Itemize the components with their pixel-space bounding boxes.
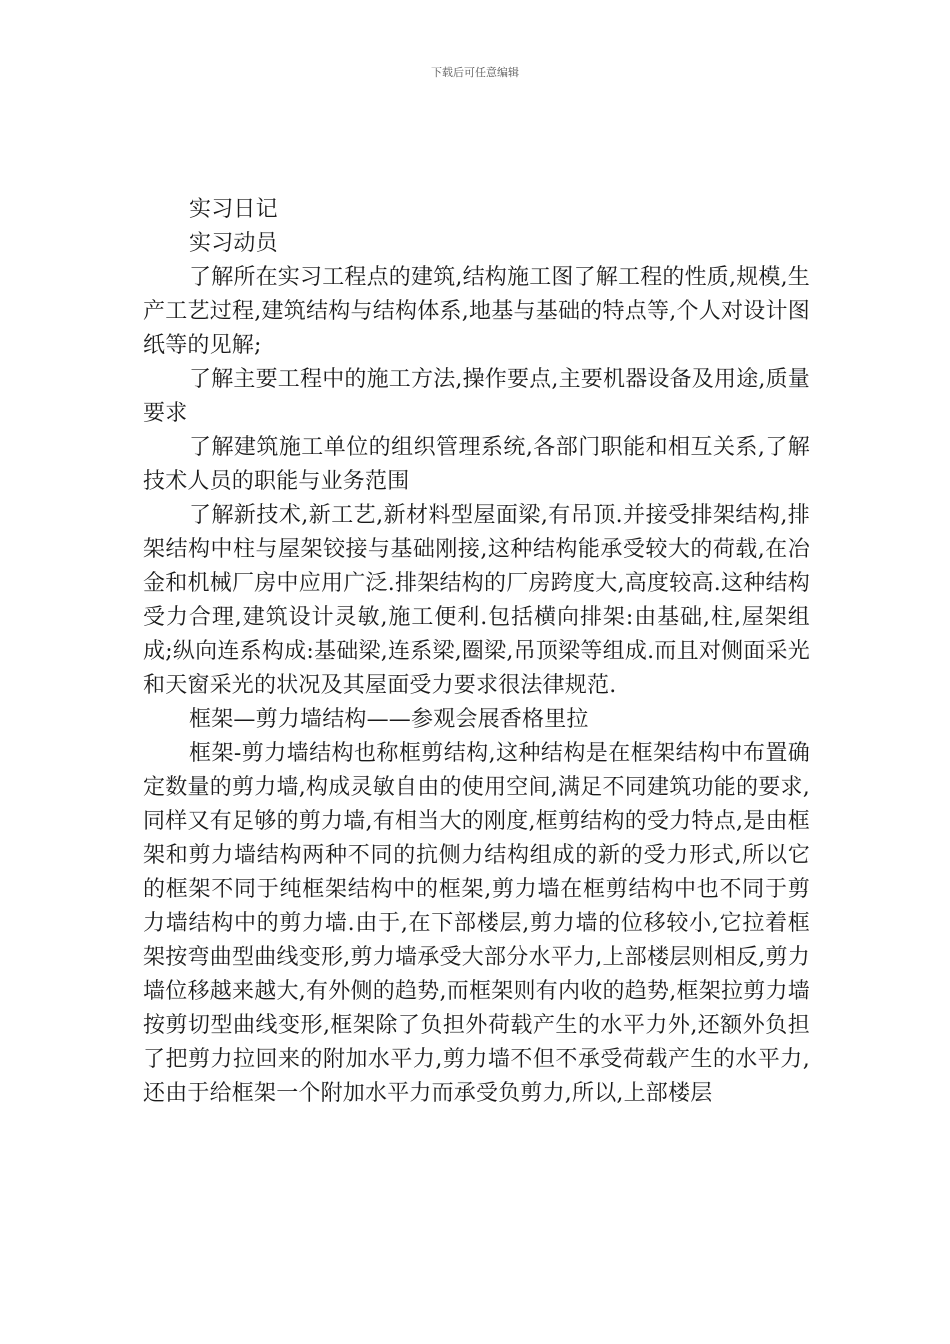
paragraph-frame-shear-wall: 框架-剪力墙结构也称框剪结构,这种结构是在框架结构中布置确定数量的剪力墙,构成灵敏自由的使用空间,满足不同建筑功能的要求,同样又有足够的剪力墙,有相当大的刚度,框剪结构的受力特点,是由框架和剪力墙结构两种不同的抗侧力结构组成的新的受力形式,所以它的框架不同于纯框架结构中的框架,剪力墙在框剪结构中也不同于剪力墙结构中的剪力墙.由于,在下部楼层,剪力墙的位移较小,它拉着框架按弯曲型曲线变形,剪力墙承受大部分水平力,上部楼层则相反,剪力墙位移越来越大,有外侧的趋势,而框架则有内收的趋势,框架拉剪力墙按剪切型曲线变形,框架除了负担外荷载产生的水平力外,还额外负担了把剪力拉回来的附加水平力,剪力墙不但不承受荷载产生的水平力,还由于给框架一个附加水平力而承受负剪力,所以,上部楼层 <box>143 741 810 1106</box>
paragraph-methods: 了解主要工程中的施工方法,操作要点,主要机器设备及用途,质量要求 <box>143 367 810 426</box>
paragraph-heading-frame-shear-wall: 框架—剪力墙结构——参观会展香格里拉 <box>189 707 589 732</box>
paragraph-title-diary: 实习日记 <box>189 197 278 222</box>
paragraph-title-mobilization: 实习动员 <box>189 231 278 256</box>
paragraph-drawings: 了解所在实习工程点的建筑,结构施工图了解工程的性质,规模,生产工艺过程,建筑结构与结构体系,地基与基础的特点等,个人对设计图纸等的见解; <box>143 265 810 358</box>
document-body <box>143 193 810 1111</box>
paragraph-bent-structure: 了解新技术,新工艺,新材料型屋面梁,有吊顶.并接受排架结构,排架结构中柱与屋架铰接与基础刚接,这种结构能承受较大的荷载,在冶金和机械厂房中应用广泛.排架结构的厂房跨度大,高度较高.这种结构受力合理,建筑设计灵敏,施工便利.包括横向排架:由基础,柱,屋架组成;纵向连系构成:基础梁,连系梁,圈梁,吊顶梁等组成.而且对侧面采光和天窗采光的状况及其屋面受力要求很法律规范. <box>143 503 810 698</box>
paragraph-organization: 了解建筑施工单位的组织管理系统,各部门职能和相互关系,了解技术人员的职能与业务范围 <box>143 435 810 494</box>
download-note: 下载后可任意编辑 <box>431 66 519 79</box>
